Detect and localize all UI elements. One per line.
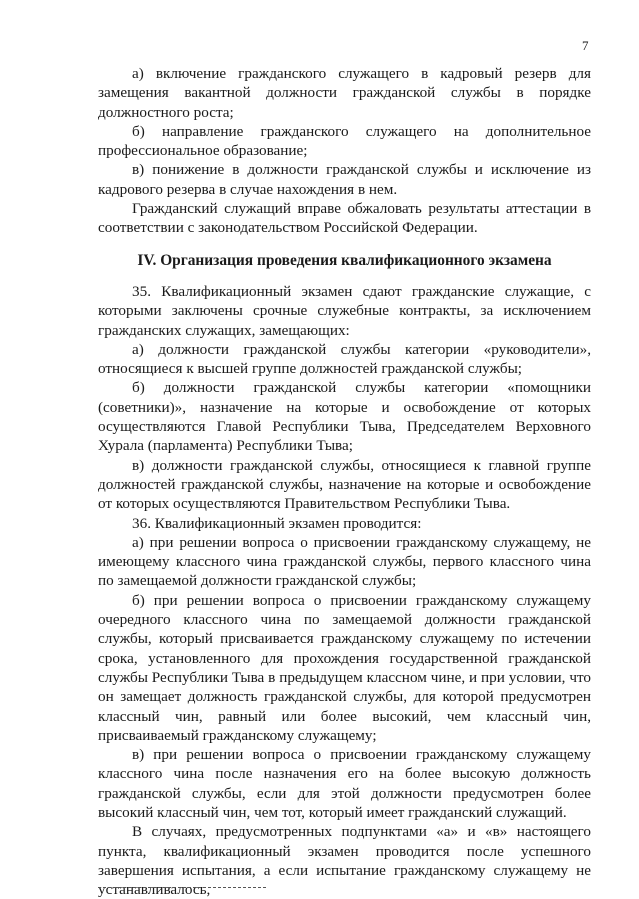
paragraph: а) включение гражданского служащего в кадровый резерв для замещения вакантной должности гражданской службы в порядке должностного роста; <box>98 65 591 121</box>
section-heading: IV. Организация проведения квалификационного экзамена <box>137 251 552 269</box>
paragraph: в) понижение в должности гражданской службы и исключение из кадрового резерва в случае нахождения в нем. <box>98 161 591 198</box>
page-number: 7 <box>582 38 589 53</box>
paragraph: В случаях, предусмотренных подпунктами «а» и «в» настоящего пункта, квалификационный экзамен проводится после успешного завершения испытания, а если испытание гражданскому служащему не устанавливалось, <box>98 823 591 899</box>
paragraph: б) должности гражданской службы категории «помощники (советники)», назначение на которые и освобождение от которых осуществляются Главой Республики Тыва, Председателем Верховного Хурала (парламента) Республики Тыва; <box>98 379 591 455</box>
footer-divider <box>98 887 266 888</box>
paragraph: а) должности гражданской службы категории «руководители», относящиеся к высшей группе должностей гражданской службы; <box>98 340 591 378</box>
paragraph: б) при решении вопроса о присвоении гражданскому служащему очередного классного чина по замещаемой должности гражданской службы, который присваивается гражданскому служащему по истечении срока, установленного для прохождения государственной гражданской службы Республики Тыва в предыдущем классном чине, и при условии, что он замещает должность гражданской службы, для которой предусмотрен классный чин, равный или более высокий, чем классный чин, присваиваемый гражданскому служащему; <box>98 591 591 744</box>
paragraph: б) направление гражданского служащего на дополнительное профессиональное образование; <box>98 122 591 160</box>
paragraph: Гражданский служащий вправе обжаловать результаты аттестации в соответствии с законодательством Российской Федерации. <box>98 200 591 237</box>
paragraph: а) при решении вопроса о присвоении гражданскому служащему, не имеющему классного чина гражданской службы, первого классного чина по замещаемой должности гражданской службы; <box>98 533 591 590</box>
paragraph: в) должности гражданской службы, относящиеся к главной группе должностей гражданской службы, назначение на которые и освобождение от которых осуществляются Правительством Республики Тыва. <box>98 456 591 513</box>
paragraph: в) при решении вопроса о присвоении гражданскому служащему классного чина после назначения его на более высокую должность гражданской службы, если для этой должности предусмотрен более высокий классный чин, чем тот, который имеет гражданский служащий. <box>98 746 591 821</box>
paragraph: 35. Квалификационный экзамен сдают гражданские служащие, с которыми заключены срочные служебные контракты, за исключением гражданских служащих, замещающих: <box>98 282 591 339</box>
paragraph: 36. Квалификационный экзамен проводится: <box>132 514 422 532</box>
document-body <box>98 64 591 899</box>
